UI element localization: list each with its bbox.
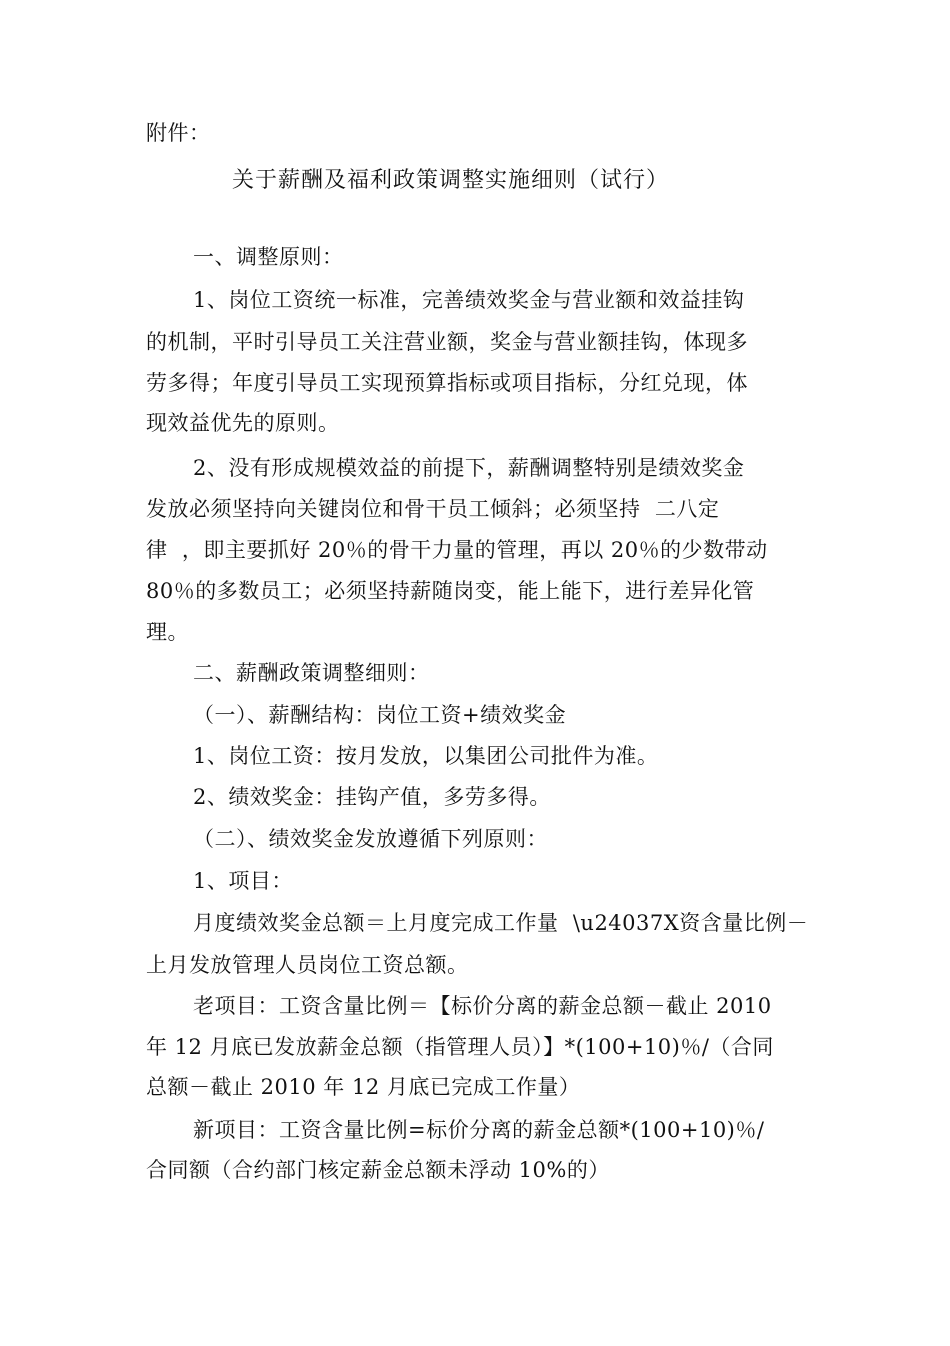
paragraph-line: 理。 — [146, 620, 189, 644]
paragraph-line: 发放必须坚持向关键岗位和骨干员工倾斜；必须坚持 二八定 — [146, 497, 720, 521]
document-title: 关于薪酬及福利政策调整实施细则（试行） — [232, 168, 670, 193]
paragraph-line: 上月发放管理人员岗位工资总额。 — [146, 953, 469, 977]
subsection-heading-bonus: （二）、绩效奖金发放遵循下列原则： — [193, 827, 548, 851]
paragraph-line: 2、没有形成规模效益的前提下，薪酬调整特别是绩效奖金 — [193, 456, 745, 480]
paragraph-line: 总额－截止 2010 年 12 月底已完成工作量） — [146, 1075, 581, 1099]
paragraph-line: 的机制，平时引导员工关注营业额，奖金与营业额挂钩，体现多 — [146, 330, 748, 354]
paragraph-line: 老项目：工资含量比例＝【标价分离的薪金总额－截止 2010 — [193, 994, 772, 1018]
list-item: 2、绩效奖金：挂钩产值，多劳多得。 — [193, 785, 551, 809]
section-heading-details: 二、薪酬政策调整细则： — [193, 661, 430, 685]
attachment-label: 附件： — [146, 121, 211, 145]
paragraph-line: 1、岗位工资统一标准，完善绩效奖金与营业额和效益挂钩 — [193, 288, 745, 312]
list-item: 1、项目： — [193, 869, 293, 893]
paragraph-line: 年 12 月底已发放薪金总额（指管理人员）】*(100+10)％/（合同 — [146, 1035, 774, 1059]
paragraph-line: 劳多得；年度引导员工实现预算指标或项目指标，分红兑现，体 — [146, 371, 748, 395]
paragraph-line: 月度绩效奖金总额＝上月度完成工作量 \u24037X资含量比例－ — [193, 911, 809, 935]
paragraph-line: 合同额（合约部门核定薪金总额未浮动 10%的） — [146, 1158, 610, 1182]
section-heading-principles: 一、调整原则： — [193, 245, 344, 269]
paragraph-line: 新项目：工资含量比例=标价分离的薪金总额*(100+10)％/ — [193, 1118, 765, 1142]
subsection-heading-structure: （一）、薪酬结构：岗位工资+绩效奖金 — [193, 703, 567, 727]
list-item: 1、岗位工资：按月发放，以集团公司批件为准。 — [193, 744, 659, 768]
paragraph-line: 现效益优先的原则。 — [146, 411, 340, 435]
paragraph-line: 律 ，即主要抓好 20％的骨干力量的管理，再以 20％的少数带动 — [146, 538, 768, 562]
paragraph-line: 80％的多数员工；必须坚持薪随岗变，能上能下，进行差异化管 — [146, 579, 755, 603]
